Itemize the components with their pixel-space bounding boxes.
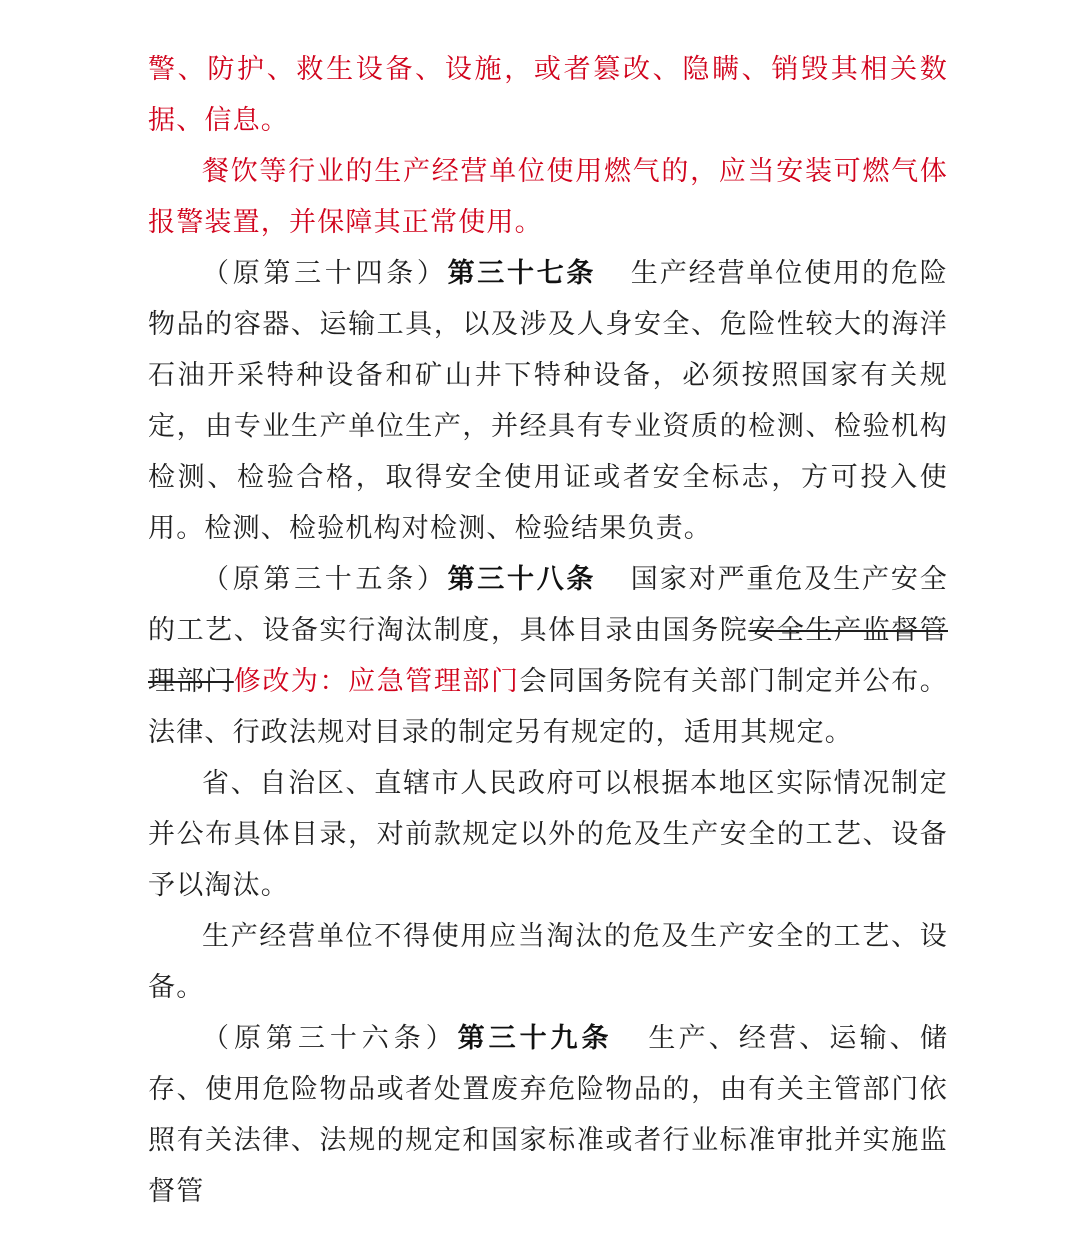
article-39-heading: 第三十九条: [457, 1023, 613, 1054]
prohibit-use-text: 生产经营单位不得使用应当淘汰的危及生产安全的工艺、设备。: [148, 921, 948, 1003]
article-38-body-a: 国家对严重危及生产安全的工艺、设备实行淘汰制度，具体目录由国务院: [148, 564, 949, 646]
provincial-catalog-text: 省、自治区、直辖市人民政府可以根据本地区实际情况制定并公布具体目录，对前款规定以外的危及生产安全的工艺、设备予以淘汰。: [148, 768, 948, 901]
document-body: [148, 44, 948, 1217]
article-38-deleted-text: 安全生产监督管理部门: [148, 615, 948, 697]
article-39-body: 生产、经营、运输、储存、使用危险物品或者处置废弃危险物品的，由有关主管部门依照有关法律、法规的规定和国家标准或者行业标准审批并实施监督管: [148, 1023, 949, 1207]
paragraph-gas-alarm: [148, 146, 948, 248]
article-38: [148, 554, 948, 758]
article-38-original-number: （原第三十五条）: [202, 564, 448, 595]
paragraph-provincial-catalog: [148, 758, 948, 911]
article-39-original-number: （原第三十六条）: [202, 1023, 458, 1054]
paragraph-continuation: [148, 44, 948, 146]
article-38-body-b: 会同国务院有关部门制定并公布。法律、行政法规对目录的制定另有规定的，适用其规定。: [148, 666, 949, 748]
article-39: [148, 1013, 948, 1217]
article-38-heading: 第三十八条: [447, 564, 597, 595]
article-37-body: 生产经营单位使用的危险物品的容器、运输工具，以及涉及人身安全、危险性较大的海洋石油开采特种设备和矿山井下特种设备，必须按照国家有关规定，由专业生产单位生产，并经具有专业资质的检测、检验机构检测、检验合格，取得安全使用证或者安全标志，方可投入使用。检测、检验机构对检测、检验结果负责。: [148, 258, 949, 544]
article-37-heading: 第三十七条: [447, 258, 597, 289]
article-37-original-number: （原第三十四条）: [202, 258, 448, 289]
article-37: [148, 248, 948, 554]
gas-alarm-text: 餐饮等行业的生产经营单位使用燃气的，应当安装可燃气体报警装置，并保障其正常使用。: [148, 156, 948, 238]
article-38-amendment: 修改为：应急管理部门: [233, 666, 520, 697]
continuation-text: 警、防护、救生设备、设施，或者篡改、隐瞒、销毁其相关数据、信息。: [148, 54, 948, 136]
paragraph-prohibit-use: [148, 911, 948, 1013]
